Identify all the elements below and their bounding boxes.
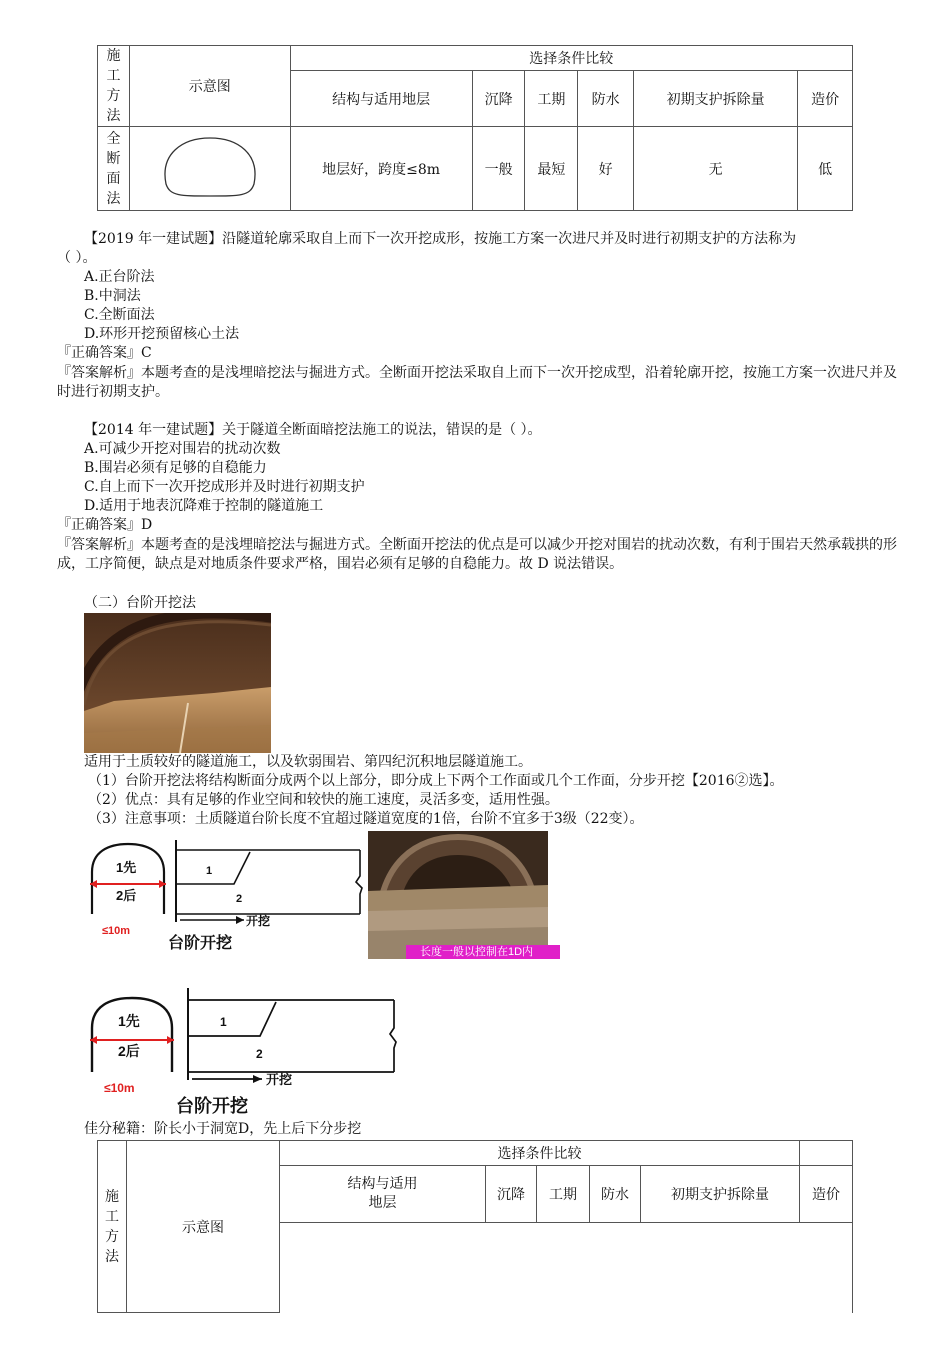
t2-subheader-duration: 工期 — [537, 1166, 590, 1223]
t2-subheader-structure-text: 结构与适用地层 — [347, 1176, 418, 1211]
comparison-table-full-face — [97, 45, 853, 211]
bench-excavation-diagram-small — [84, 832, 366, 958]
q2-option-c: C.自上而下一次开挖成形并及时进行初期支护 — [84, 479, 365, 495]
tunnel-bench-photo-2 — [368, 831, 548, 959]
tunnel-bench-photo — [84, 613, 271, 753]
q1-stem: 【2019 年一建试题】沿隧道轮廓采取自上而下一次开挖成形，按施工方案一次进尺并及时进行初期支护的方法称为 — [84, 231, 797, 247]
header-method-text: 施工方法 — [106, 48, 121, 124]
q2-option-d: D.适用于地表沉降难于控制的隧道施工 — [84, 498, 324, 514]
q1-stem-cont: （ ）。 — [57, 250, 97, 266]
t2-subheader-settlement: 沉降 — [486, 1166, 537, 1223]
tip-text: 佳分秘籍：阶长小于洞宽D，先上后下分步挖 — [84, 1121, 362, 1137]
full-face-section-icon — [160, 134, 260, 200]
cell-duration: 最短 — [525, 127, 578, 211]
bench-excavation-diagram-large — [84, 984, 404, 1120]
cell-support-removal: 无 — [634, 127, 798, 211]
subheader-structure: 结构与适用地层 — [290, 71, 472, 127]
cell-settlement: 一般 — [472, 127, 525, 211]
subheader-settlement: 沉降 — [472, 71, 525, 127]
cell-waterproof: 好 — [578, 127, 634, 211]
q2-answer: 『正确答案』D — [57, 517, 153, 533]
comparison-table-bench — [97, 1140, 853, 1313]
section-point-3: （3）注意事项：土质隧道台阶长度不宜超过隧道宽度的1倍，台阶不宜多于3级（22变）。 — [88, 811, 644, 827]
diagram2-second: 2后 — [118, 1043, 140, 1059]
t2-body-empty — [280, 1223, 853, 1313]
q2-analysis: 『答案解析』本题考查的是浅埋暗挖法与掘进方式。全断面开挖法的优点是可以减少开挖对围岩的扰动次数，有利于围岩天然承载拱的形成，工序简便，缺点是对地质条件要求严格，围岩必须有足够的自稳能力。故 D 说法错误。 — [57, 537, 897, 572]
section-title: （二）台阶开挖法 — [84, 595, 196, 611]
diagram1-arrow: 开挖 — [246, 914, 271, 928]
t2-header-method — [98, 1141, 127, 1313]
q1-option-b: B.中洞法 — [84, 288, 141, 304]
diagram1-span: ≤10m — [102, 925, 131, 937]
t2-header-diagram: 示意图 — [127, 1141, 280, 1313]
subheader-support-removal: 初期支护拆除量 — [634, 71, 798, 127]
subheader-cost: 造价 — [798, 71, 853, 127]
diagram2-arrow: 开挖 — [266, 1072, 293, 1087]
q2-option-a: A.可减少开挖对围岩的扰动次数 — [84, 441, 281, 457]
photo-caption: 长度一般以控制在1D内 — [406, 945, 560, 959]
diagram1-first: 1先 — [116, 860, 137, 875]
q2-stem: 【2014 年一建试题】关于隧道全断面暗挖法施工的说法，错误的是（ ）。 — [84, 422, 542, 438]
section-point-1: （1）台阶开挖法将结构断面分成两个以上部分，即分成上下两个工作面或几个工作面，分步开挖【2016②选】。 — [88, 773, 784, 789]
row-method — [98, 127, 130, 211]
diagram2-span: ≤10m — [104, 1081, 135, 1095]
subheader-duration: 工期 — [525, 71, 578, 127]
t2-subheader-structure — [280, 1166, 486, 1223]
header-diagram: 示意图 — [129, 46, 290, 127]
t2-header-method-text: 施工方法 — [105, 1188, 119, 1265]
diagram2-title: 台阶开挖 — [176, 1096, 248, 1116]
diagram1-label2: 2 — [236, 893, 243, 905]
t2-subheader-cost: 造价 — [800, 1166, 853, 1223]
q1-option-d: D.环形开挖预留核心土法 — [84, 326, 240, 342]
diagram2-first: 1先 — [118, 1013, 140, 1029]
t2-header-blank — [800, 1141, 853, 1166]
row-diagram — [129, 127, 290, 211]
q1-option-c: C.全断面法 — [84, 307, 155, 323]
diagram1-label1: 1 — [206, 865, 213, 877]
section-intro: 适用于土质较好的隧道施工，以及软弱围岩、第四纪沉积地层隧道施工。 — [84, 754, 532, 770]
header-compare: 选择条件比较 — [290, 46, 852, 71]
cell-structure: 地层好，跨度≤8m — [290, 127, 472, 211]
q1-option-a: A.正台阶法 — [84, 269, 155, 285]
t2-header-compare: 选择条件比较 — [280, 1141, 800, 1166]
t2-subheader-waterproof: 防水 — [590, 1166, 641, 1223]
diagram2-label2: 2 — [256, 1047, 263, 1061]
diagram1-second: 2后 — [116, 888, 137, 903]
cell-cost: 低 — [798, 127, 853, 211]
section-point-2: （2）优点：具有足够的作业空间和较快的施工速度，灵活多变，适用性强。 — [88, 792, 559, 808]
diagram2-label1: 1 — [220, 1015, 227, 1029]
header-method — [98, 46, 130, 127]
q2-option-b: B.围岩必须有足够的自稳能力 — [84, 460, 267, 476]
t2-subheader-support-removal: 初期支护拆除量 — [641, 1166, 800, 1223]
q1-analysis: 『答案解析』本题考查的是浅埋暗挖法与掘进方式。全断面开挖法采取自上而下一次开挖成型，沿着轮廓开挖，按施工方案一次进尺并及时进行初期支护。 — [57, 365, 897, 400]
q1-answer: 『正确答案』C — [57, 345, 152, 361]
row-method-text: 全断面法 — [106, 130, 121, 207]
subheader-waterproof: 防水 — [578, 71, 634, 127]
diagram1-title: 台阶开挖 — [168, 935, 233, 952]
